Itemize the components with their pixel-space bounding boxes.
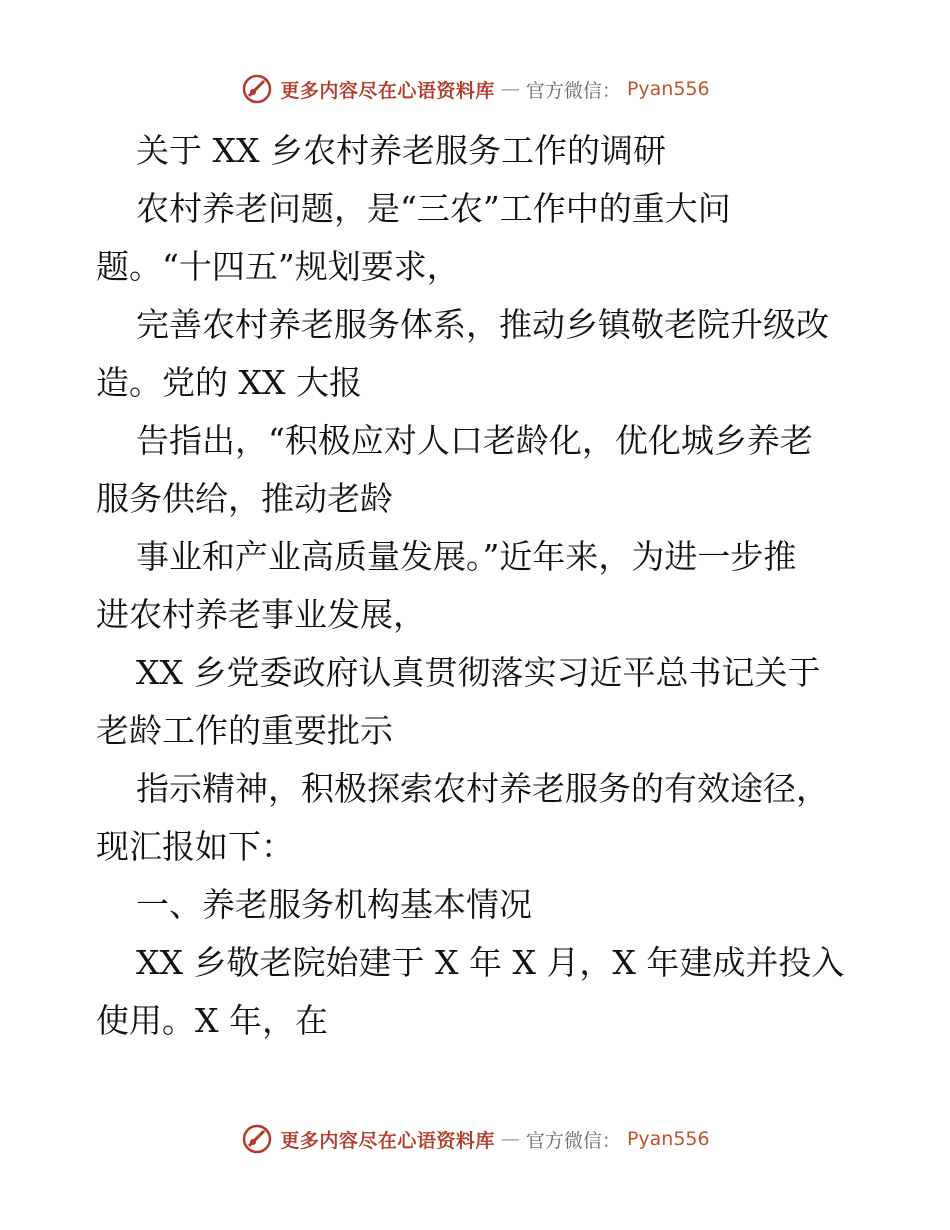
document-body xyxy=(96,122,866,1050)
text-line: XX 乡敬老院始建于 X 年 X 月，X 年建成并投入 xyxy=(136,943,845,982)
watermark-footer xyxy=(0,1122,950,1156)
watermark-separator: — xyxy=(500,78,520,100)
text-line: XX 乡党委政府认真贯彻落实习近平总书记关于 xyxy=(136,653,821,692)
text-line: 老龄工作的重要批示 xyxy=(96,711,393,750)
watermark-brand: 更多内容尽在心语资料库 xyxy=(280,79,495,102)
text-line: 服务供给，推动老龄 xyxy=(96,479,393,518)
brand-logo-icon xyxy=(240,72,274,106)
text-line: 现汇报如下： xyxy=(96,827,294,866)
section-heading: 一、养老服务机构基本情况 xyxy=(136,885,532,924)
watermark-brand: 更多内容尽在心语资料库 xyxy=(280,1129,495,1152)
text-line: 农村养老问题，是“三农”工作中的重大问 xyxy=(136,189,731,228)
text-line: 进农村养老事业发展， xyxy=(96,595,426,634)
text-line: 告指出，“积极应对人口老龄化，优化城乡养老 xyxy=(136,421,813,460)
brand-logo-icon xyxy=(240,1122,274,1156)
watermark-handle: Pyan556 xyxy=(626,1128,710,1150)
watermark-label: 官方微信： xyxy=(525,1129,621,1152)
watermark-header xyxy=(0,72,950,106)
document-title: 关于 XX 乡农村养老服务工作的调研 xyxy=(136,131,666,170)
text-line: 题。“十四五”规划要求， xyxy=(96,247,460,286)
text-line: 造。党的 XX 大报 xyxy=(96,363,362,402)
watermark-handle: Pyan556 xyxy=(626,78,710,100)
text-line: 指示精神，积极探索农村养老服务的有效途径， xyxy=(136,769,829,808)
watermark-label: 官方微信： xyxy=(525,79,621,102)
text-line: 使用。X 年，在 xyxy=(96,1001,328,1040)
watermark-separator: — xyxy=(500,1128,520,1150)
text-line: 完善农村养老服务体系，推动乡镇敬老院升级改 xyxy=(136,305,829,344)
text-line: 事业和产业高质量发展。”近年来，为进一步推 xyxy=(136,537,797,576)
